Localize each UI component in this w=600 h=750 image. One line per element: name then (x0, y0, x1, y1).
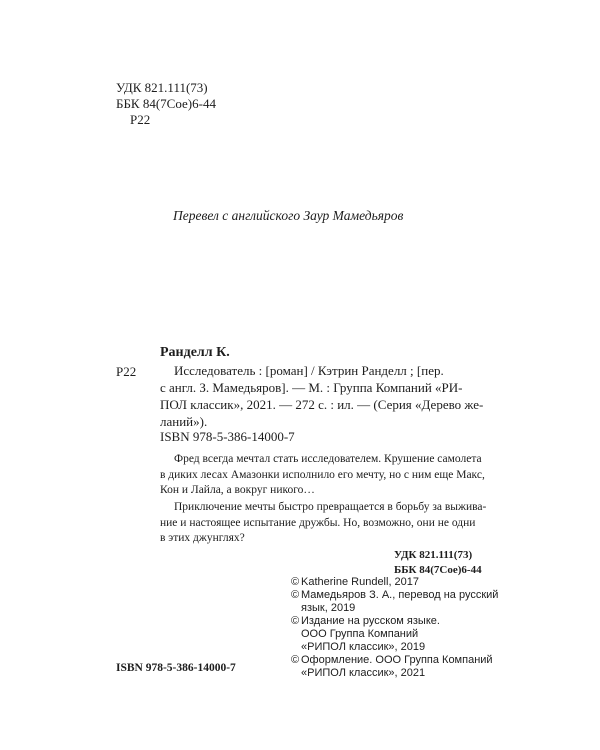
footer-isbn: ISBN 978-5-386-14000-7 (116, 662, 236, 674)
catalog-cutter: Р22 (116, 364, 137, 379)
udk-footer-block (394, 548, 482, 578)
bbk-code: ББК 84(7Сое)6-44 (116, 96, 216, 111)
copyright-line: Оформление. ООО Группа Компаний (301, 654, 493, 666)
copyright-text (301, 589, 498, 615)
udk-header-block (116, 80, 216, 128)
copyright-entry (291, 589, 498, 615)
catalog-description (160, 362, 484, 430)
catalog-line: ПОЛ классик», 2021. — 272 с. : ил. — (Серия «Дерево же- (160, 397, 484, 412)
copyright-line: Katherine Rundell, 2017 (301, 576, 420, 588)
annotation-line: Фред всегда мечтал стать исследователем. Крушение самолета (174, 453, 482, 465)
copyright-line: Мамедьяров З. А., перевод на русский (301, 589, 499, 601)
copyright-line: язык, 2019 (301, 602, 356, 614)
copyright-block (291, 576, 498, 680)
annotation-paragraph-2 (160, 500, 486, 547)
annotation-line: ние и настоящее испытание дружбы. Но, возможно, они не одни (160, 516, 476, 529)
catalog-author: Ранделл К. (160, 345, 230, 360)
annotation-line: Кон и Лайла, а вокруг никого… (160, 484, 315, 496)
copyright-line: «РИПОЛ классик», 2019 (301, 641, 426, 653)
copyright-entry (291, 576, 498, 589)
copyright-symbol: © (291, 589, 300, 601)
udk-code: УДК 821.111(73) (394, 549, 473, 561)
catalog-isbn: ISBN 978-5-386-14000-7 (160, 429, 295, 444)
copyright-line: Издание на русском языке. (301, 615, 440, 627)
copyright-symbol: © (291, 576, 300, 588)
copyright-line: «РИПОЛ классик», 2021 (301, 667, 426, 679)
copyright-symbol: © (291, 654, 300, 666)
copyright-text (301, 615, 440, 654)
annotation-line: Приключение мечты быстро превращается в борьбу за выжива- (174, 501, 487, 513)
copyright-line: ООО Группа Компаний (301, 628, 419, 640)
annotation-line: в диких лесах Амазонки исполнило его мечту, но с ним еще Макс, (160, 468, 485, 481)
annotation-paragraph-1 (160, 452, 485, 499)
translator-credit: Перевел с английского Заур Мамедьяров (173, 208, 404, 223)
catalog-line: с англ. З. Мамедьяров]. — М. : Группа Компаний «РИ- (160, 380, 463, 395)
copyright-text (301, 654, 493, 680)
copyright-text (301, 576, 419, 589)
copyright-symbol: © (291, 615, 300, 627)
cutter-code: Р22 (130, 112, 151, 127)
annotation-line: в этих джунглях? (160, 532, 245, 544)
copyright-entry (291, 654, 498, 680)
catalog-line: ланий»). (160, 414, 208, 429)
copyright-entry (291, 615, 498, 654)
catalog-line: Исследователь : [роман] / Кэтрин Ранделл ; [пер. (174, 363, 444, 378)
bbk-code: ББК 84(7Сое)6-44 (394, 564, 482, 576)
udk-code: УДК 821.111(73) (116, 80, 208, 95)
